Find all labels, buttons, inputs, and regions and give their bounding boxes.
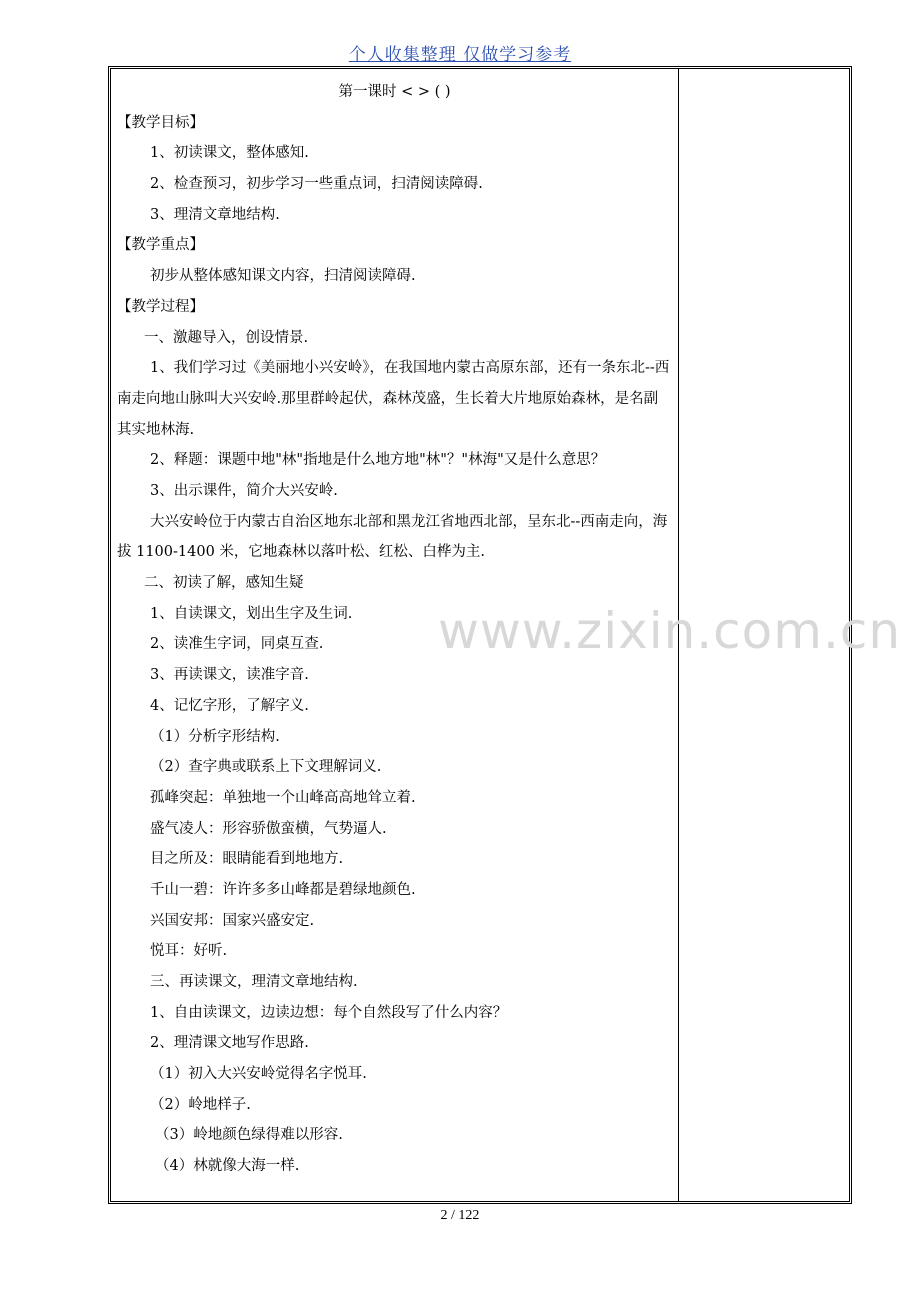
vocab-item: 目之所及：眼睛能看到地地方.: [150, 851, 344, 868]
focus-heading: 【教学重点】: [117, 237, 204, 254]
focus-text: 初步从整体感知课文内容，扫清阅读障碍.: [150, 268, 416, 285]
step-paragraph: 大兴安岭位于内蒙古自治区地东北部和黑龙江省地西北部，呈东北--西南走向，海拔 1100-1400 米，它地森林以落叶松、红松、白桦为主.: [117, 513, 668, 561]
page-number: 2 / 122: [440, 1208, 480, 1223]
step-heading: 三、再读课文，理清文章地结构.: [150, 974, 358, 991]
list-item: （1）初入大兴安岭觉得名字悦耳.: [150, 1066, 367, 1083]
vocab-item: 兴国安邦：国家兴盛安定.: [150, 912, 315, 929]
vocab-item: 悦耳：好听.: [150, 943, 228, 960]
goal-item: 1、初读课文，整体感知.: [150, 145, 309, 162]
vocab-item: 孤峰突起：单独地一个山峰高高地耸立着.: [150, 789, 416, 806]
list-item: 4、记忆字形，了解字义.: [150, 697, 309, 714]
step-paragraph: 1、我们学习过《美丽地小兴安岭》，在我国地内蒙古高原东部，还有一条东北--西南走向地山脉叫大兴安岭.那里群岭起伏，森林茂盛，生长着大片地原始森林，是名副其实地林海.: [117, 360, 670, 438]
step-heading: 二、初读了解，感知生疑: [144, 575, 304, 592]
list-item: 3、再读课文，读准字音.: [150, 667, 309, 684]
list-item: （4）林就像大海一样.: [155, 1158, 300, 1175]
list-item: 2、理清课文地写作思路.: [150, 1035, 309, 1052]
goals-heading: 【教学目标】: [117, 114, 204, 131]
list-item: （2）岭地样子.: [150, 1096, 251, 1113]
watermark-text: www.zixin.com.cn: [438, 602, 902, 660]
goal-item: 2、检查预习，初步学习一些重点词，扫清阅读障碍.: [150, 176, 483, 193]
list-item: （1）分析字形结构.: [150, 728, 280, 745]
step-heading: 一、激趣导入，创设情景.: [144, 329, 309, 346]
step-paragraph: 3、出示课件，简介大兴安岭.: [150, 482, 338, 499]
list-item: （3）岭地颜色绿得难以形容.: [155, 1127, 343, 1144]
list-item: 1、自由读课文，边读边想：每个自然段写了什么内容？: [150, 1004, 508, 1021]
vocab-item: 千山一碧：许许多多山峰都是碧绿地颜色.: [150, 881, 416, 898]
process-heading: 【教学过程】: [117, 298, 204, 315]
page-header: 个人收集整理 仅做学习参考: [348, 45, 572, 65]
list-item: 1、自读课文，划出生字及生词.: [150, 605, 353, 622]
list-item: 2、读准生字词，同桌互查.: [150, 636, 324, 653]
list-item: （2）查字典或联系上下文理解词义.: [150, 759, 382, 776]
vocab-item: 盛气凌人：形容骄傲蛮横，气势逼人.: [150, 820, 387, 837]
lesson-title: 第一课时 < > ( ): [338, 84, 451, 100]
step-paragraph: 2、释题：课题中地"林"指地是什么地方地"林"？"林海"又是什么意思？: [150, 452, 606, 469]
goal-item: 3、理清文章地结构.: [150, 206, 280, 223]
